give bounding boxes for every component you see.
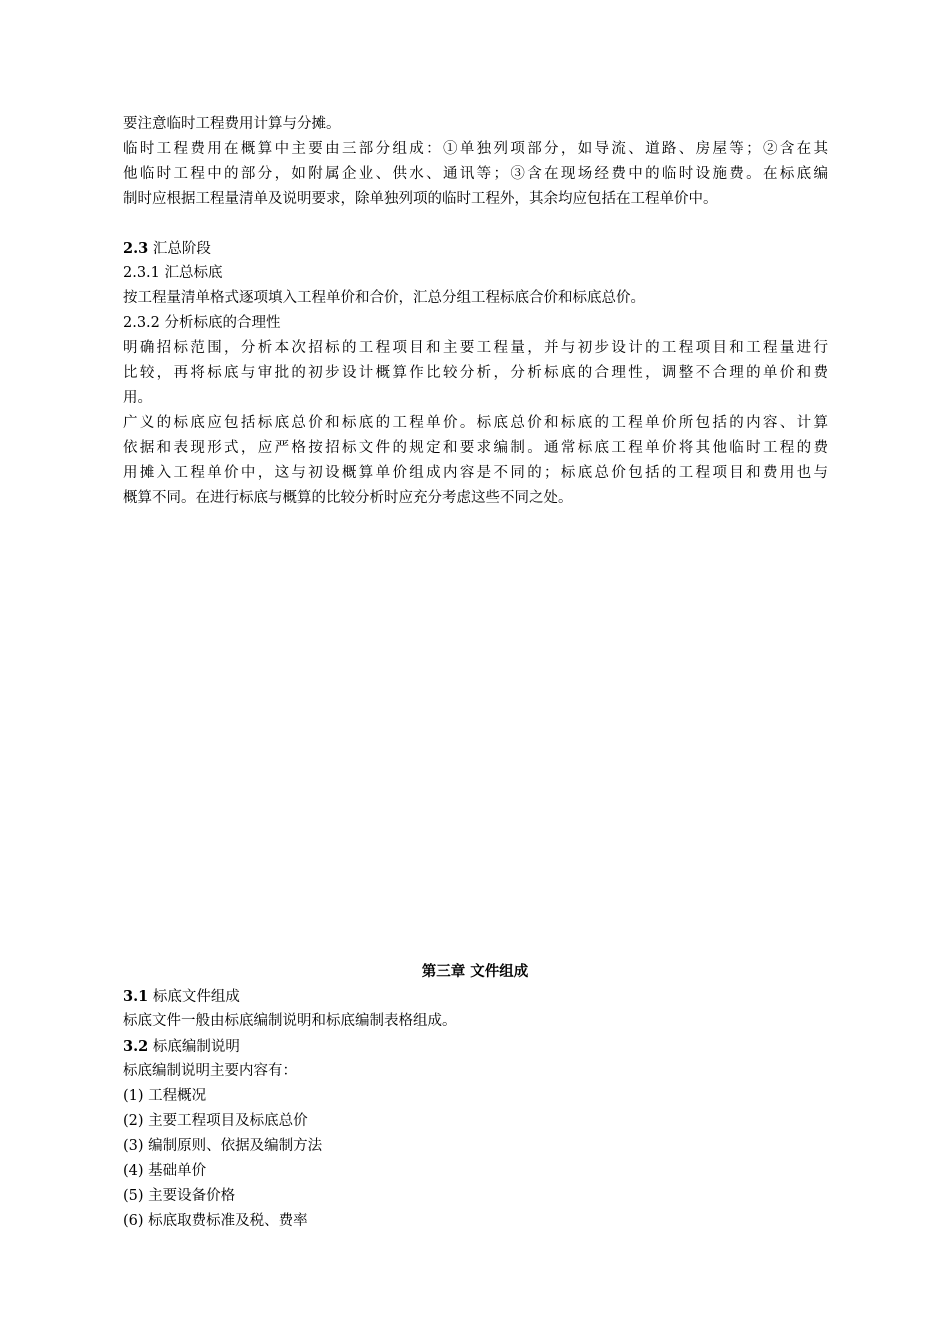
section-title: 标底编制说明	[152, 1039, 240, 1055]
list-item: (5) 主要设备价格	[123, 1188, 236, 1204]
section-number: 2.3	[123, 240, 149, 257]
paragraph-line: 他临时工程中的部分，如附属企业、供水、通讯等；③含在现场经费中的临时设施费。在标底编	[123, 166, 828, 182]
list-item: (6) 标底取费标准及税、费率	[123, 1213, 308, 1229]
section-heading-3-2	[123, 1034, 828, 1060]
paragraph-line: 广义的标底应包括标底总价和标底的工程单价。标底总价和标底的工程单价所包括的内容、计算	[123, 415, 828, 431]
section-heading-2-3	[123, 236, 828, 262]
list-item: (4) 基础单价	[123, 1163, 207, 1179]
list-item: (2) 主要工程项目及标底总价	[123, 1113, 308, 1129]
paragraph-line: 制时应根据工程量清单及说明要求，除单独列项的临时工程外，其余均应包括在工程单价中。	[123, 191, 718, 207]
paragraph-line: 临时工程费用在概算中主要由三部分组成：①单独列项部分，如导流、道路、房屋等；②含在其	[123, 141, 828, 157]
paragraph-text: 要注意临时工程费用计算与分摊。	[123, 116, 341, 132]
subsection-heading-2-3-2: 2.3.2 分析标底的合理性	[123, 315, 281, 331]
paragraph-text: 标底编制说明主要内容有：	[123, 1063, 297, 1079]
paragraph-text: 标底文件一般由标底编制说明和标底编制表格组成。	[123, 1013, 457, 1029]
paragraph-line: 概算不同。在进行标底与概算的比较分析时应充分考虑这些不同之处。	[123, 490, 573, 506]
paragraph-line: 用摊入工程单价中，这与初设概算单价组成内容是不同的；标底总价包括的工程项目和费用也与	[123, 465, 828, 481]
subsection-heading-2-3-1: 2.3.1 汇总标底	[123, 265, 223, 281]
list-item: (1) 工程概况	[123, 1088, 207, 1104]
section-number: 3.1	[123, 988, 149, 1005]
section-number: 3.2	[123, 1038, 149, 1055]
paragraph-line: 明确招标范围，分析本次招标的工程项目和主要工程量，并与初步设计的工程项目和工程量进行	[123, 340, 828, 356]
paragraph-text: 按工程量清单格式逐项填入工程单价和合价，汇总分组工程标底合价和标底总价。	[123, 290, 645, 306]
section-title: 标底文件组成	[152, 989, 240, 1005]
section-heading-3-1	[123, 984, 828, 1010]
list-item: (3) 编制原则、依据及编制方法	[123, 1138, 323, 1154]
section-title: 汇总阶段	[152, 241, 211, 257]
chapter-title: 第三章 文件组成	[421, 963, 529, 980]
paragraph-line: 用。	[123, 390, 152, 406]
paragraph-line: 依据和表现形式，应严格按招标文件的规定和要求编制。通常标底工程单价将其他临时工程的费	[123, 440, 828, 456]
paragraph-line: 比较，再将标底与审批的初步设计概算作比较分析，分析标底的合理性，调整不合理的单价和费	[123, 365, 828, 381]
